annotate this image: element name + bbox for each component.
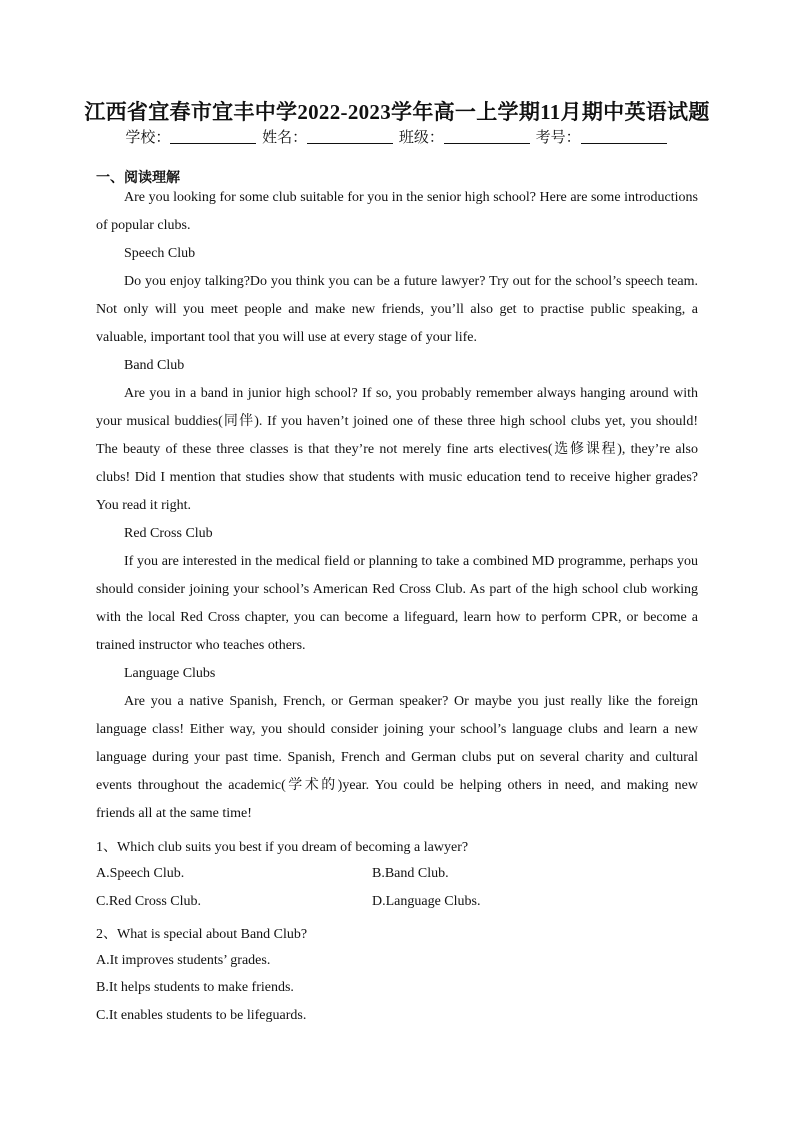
name-label: 姓名： xyxy=(262,130,308,146)
class-blank[interactable] xyxy=(444,129,530,144)
name-blank[interactable] xyxy=(307,129,393,144)
question-2-stem: 2、What is special about Band Club? xyxy=(96,927,308,942)
club-text-red-cross: If you are interested in the medical field or planning to take a combined MD programme, perhaps you should consider joining your school’s American Red Cross Club. As part of the high school club working with the local Red Cross chapter, you can become a lifeguard, learn how to perform CPR, or become a trained instructor who teaches others. xyxy=(96,554,698,653)
section-heading: 一、阅读理解 xyxy=(96,171,180,186)
question-1-option-d[interactable]: D.Language Clubs. xyxy=(372,894,481,909)
class-label: 班级： xyxy=(398,130,444,146)
club-text-language: Are you a native Spanish, French, or German speaker? Or maybe you just really like the foreign language class! Either way, you should consider joining your school’s language clubs and learn a new language during your past time. Spanish, French and German clubs put on several charity and cultural events throughout the academic(学术的)year. You could be helping others in need, and making new friends all at the same time! xyxy=(96,694,698,821)
passage-intro: Are you looking for some club suitable for you in the senior high school? Here are some introductions of popular clubs. xyxy=(96,190,698,233)
club-heading-language: Language Clubs xyxy=(124,666,216,681)
exam-number-label: 考号： xyxy=(535,130,581,146)
question-1-stem: 1、Which club suits you best if you dream of becoming a lawyer? xyxy=(96,840,469,855)
question-1-option-c[interactable]: C.Red Cross Club. xyxy=(96,894,202,909)
school-label: 学校： xyxy=(125,130,171,146)
club-text-band: Are you in a band in junior high school? If so, you probably remember always hanging around with your musical buddies(同伴). If you haven’t joined one of these three high school clubs yet, you should! The beauty of these three classes is that they’re not merely fine arts electives(选修课程), they’re also clubs! Did I mention that studies show that students with music education tend to receive higher grades? You read it right. xyxy=(96,386,698,513)
reading-passage xyxy=(96,184,698,828)
club-text-speech: Do you enjoy talking?Do you think you can be a future lawyer? Try out for the school’s speech team. Not only will you meet people and make new friends, you’ll also get to practise public speaking, a valuable, important tool that you will use at every stage of your life. xyxy=(96,274,698,345)
school-blank[interactable] xyxy=(170,129,256,144)
question-2-option-b[interactable]: B.It helps students to make friends. xyxy=(96,980,294,995)
question-2-option-c[interactable]: C.It enables students to be lifeguards. xyxy=(96,1008,307,1023)
question-1-option-a[interactable]: A.Speech Club. xyxy=(96,866,185,881)
question-2-option-a[interactable]: A.It improves students’ grades. xyxy=(96,953,271,968)
club-heading-red-cross: Red Cross Club xyxy=(124,526,213,541)
exam-title: 江西省宜春市宜丰中学2022-2023学年高一上学期11月期中英语试题 xyxy=(84,100,710,124)
student-info-line xyxy=(0,126,794,147)
question-1-option-b[interactable]: B.Band Club. xyxy=(372,866,449,881)
club-heading-band: Band Club xyxy=(124,358,185,373)
exam-number-blank[interactable] xyxy=(581,129,667,144)
club-heading-speech: Speech Club xyxy=(124,246,196,261)
